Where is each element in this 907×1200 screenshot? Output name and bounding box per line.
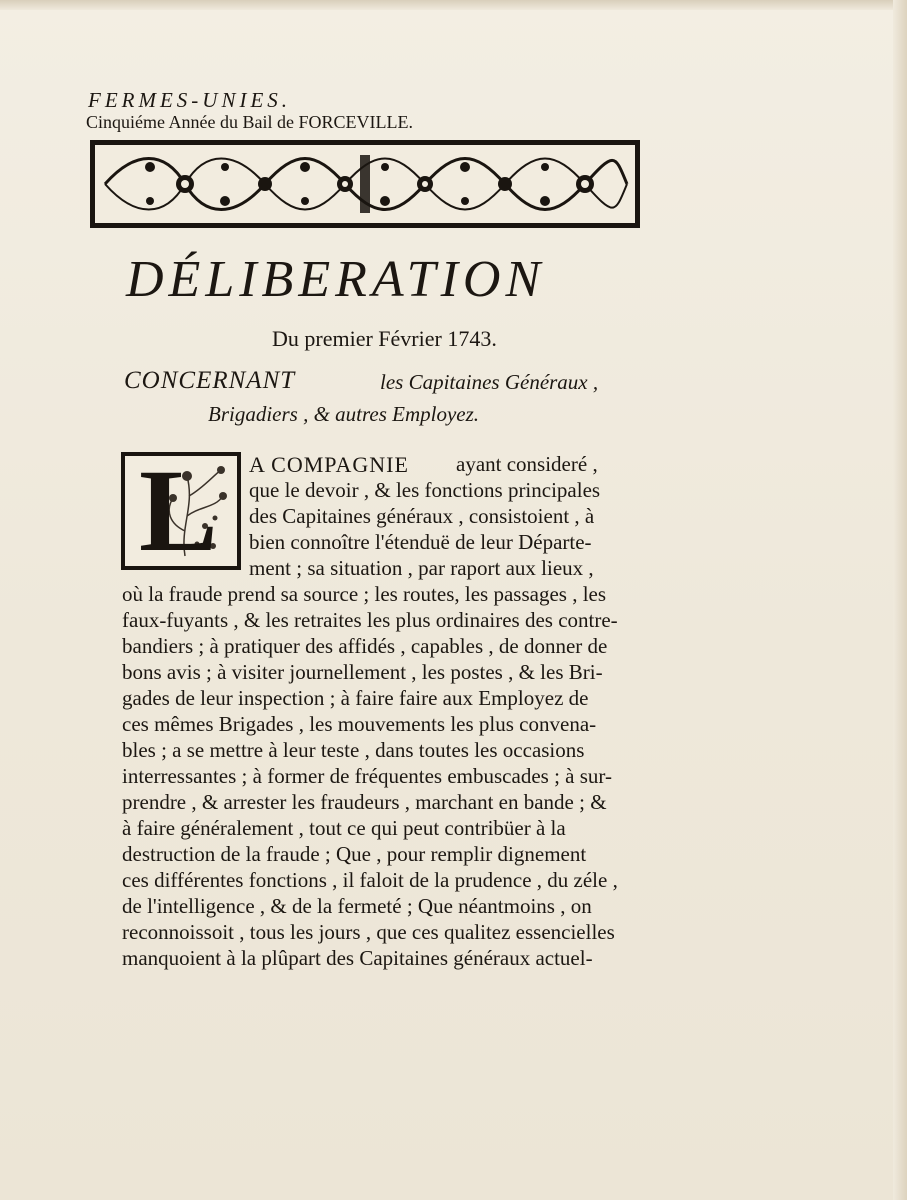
body-line: interressantes ; à former de fréquentes embuscades ; à sur- (122, 764, 612, 788)
body-line: manquoient à la plûpart des Capitaines généraux actuel- (122, 946, 593, 970)
header-bail: Cinquiéme Année du Bail de FORCEVILLE. (86, 112, 413, 132)
body-line: où la fraude prend sa source ; les routes, les passages , les (122, 582, 607, 606)
document-date: Du premier Février 1743. (272, 326, 497, 351)
paper-edge-top (0, 0, 907, 10)
paper-edge-right (893, 0, 907, 1200)
body-line: bien connoître l'étenduë de leur Départe- (249, 530, 592, 554)
body-line: gades de leur inspection ; à faire faire aux Employez de (122, 686, 589, 710)
initial-letter: L (139, 445, 218, 576)
body-line: à faire généralement , tout ce qui peut contribüer à la (122, 816, 566, 840)
body-first-lead: A COMPAGNIE (249, 452, 409, 477)
body-line: faux-fuyants , & les retraites les plus ordinaires des contre- (122, 608, 618, 632)
header-fermes-unies: FERMES-UNIES. (88, 88, 292, 112)
body-line: de l'intelligence , & de la fermeté ; Que néantmoins , on (122, 894, 592, 918)
body-line: ces mêmes Brigades , les mouvements les plus convena- (122, 712, 597, 736)
floral-initial-ornament-icon (121, 445, 241, 576)
body-line: ces différentes fonctions , il faloit de la prudence , du zéle , (122, 868, 618, 892)
body-line: reconnoissoit , tous les jours , que ces qualitez essencielles (122, 920, 615, 944)
body-line: bons avis ; à visiter journellement , les postes , & les Bri- (122, 660, 603, 684)
body-line: destruction de la fraude ; Que , pour remplir dignement (122, 842, 587, 866)
concerning-subject-line2: Brigadiers , & autres Employez. (208, 402, 480, 426)
body-line: ment ; sa situation , par raport aux lieux , (249, 556, 594, 580)
body-line: bandiers ; à pratiquer des affidés , capables , de donner de (122, 634, 608, 658)
body-line: prendre , & arrester les fraudeurs , marchant en bande ; & (122, 790, 607, 814)
body-line: que le devoir , & les fonctions principales (249, 478, 601, 502)
concerning-subject: les Capitaines Généraux , (380, 370, 599, 394)
concerning-lead: CONCERNANT (124, 367, 296, 394)
body-line: bles ; a se mettre à leur teste , dans toutes les occasions (122, 738, 585, 762)
body-line: des Capitaines généraux , consistoient , à (249, 504, 595, 528)
body-first-rest: ayant consideré , (456, 452, 598, 476)
floral-scroll-ornament-icon (90, 140, 640, 228)
document-title: DÉLIBERATION (126, 251, 546, 308)
